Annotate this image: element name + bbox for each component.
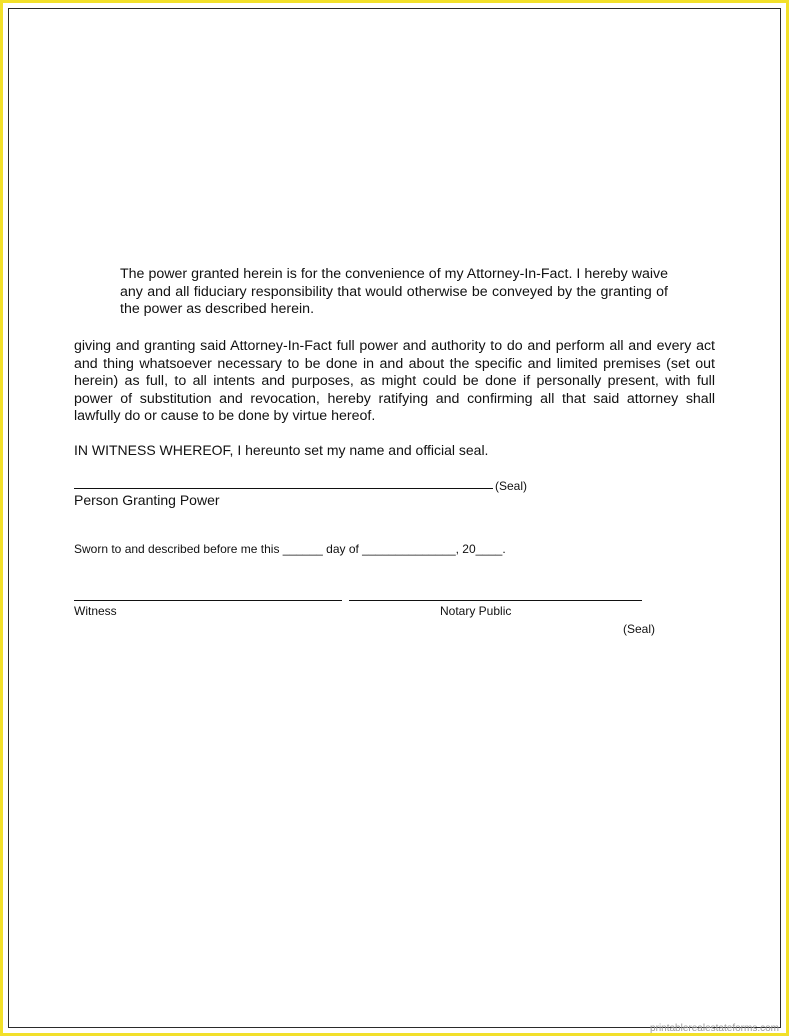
watermark-text: printablerealestateforms.com (650, 1023, 779, 1034)
seal-label-notary: (Seal) (623, 622, 656, 636)
seal-label-grantor: (Seal) (495, 479, 528, 493)
notary-signature-line[interactable] (349, 600, 642, 601)
grantor-signature-line[interactable] (74, 488, 493, 489)
authority-paragraph: giving and granting said Attorney-In-Fact full power and authority to do and perform all and every act and thing whatsoever necessary to be done in and about the specific and limited premises (set out herein) as full, to all intents and purposes, as might could be done if personally present, with full power of substitution and revocation, hereby ratifying and confirming all that said attorney shall lawfully do or cause to be done by virtue hereof. (74, 338, 715, 424)
notary-public-label: Notary Public (440, 604, 512, 618)
witness-signature-line[interactable] (74, 600, 342, 601)
witness-whereof-text: IN WITNESS WHEREOF, I hereunto set my name and official seal. (74, 442, 489, 458)
sworn-statement-line: Sworn to and described before me this ______ day of ______________, 20____. (74, 542, 506, 556)
person-granting-power-label: Person Granting Power (74, 492, 220, 508)
witness-label: Witness (74, 604, 117, 618)
fiduciary-paragraph: The power granted herein is for the convenience of my Attorney-In-Fact. I hereby waive any and all fiduciary responsibility that would otherwise be conveyed by the granting of the power as described herein. (120, 266, 668, 317)
document-page (8, 8, 781, 1028)
